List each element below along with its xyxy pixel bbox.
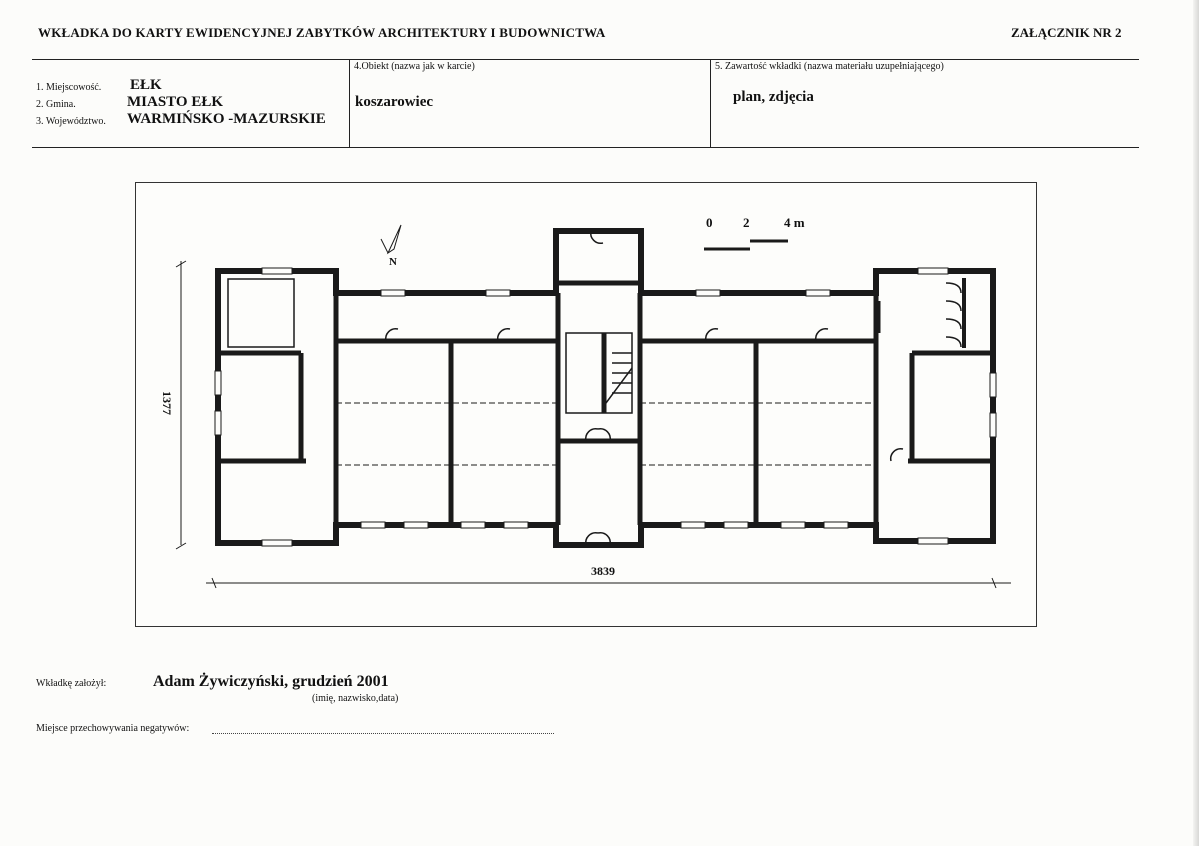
floor-plan-frame [135, 182, 1037, 627]
locality-value: EŁK [130, 77, 162, 93]
dimension-height-label: 1377 [160, 391, 174, 415]
author-label: Wkładkę założył: [36, 678, 107, 689]
header-table-top-border [32, 59, 1139, 60]
door-swings [386, 231, 903, 545]
commune-value: MIASTO EŁK [127, 94, 223, 110]
scale-bar [704, 241, 788, 249]
north-label: N [389, 256, 397, 268]
commune-label: 2. Gmina. [36, 99, 76, 110]
annex-label: ZAŁĄCZNIK NR 2 [1011, 25, 1122, 40]
small-room-left [228, 279, 294, 347]
header-table-divider-2 [710, 59, 711, 147]
contents-value: plan, zdjęcia [733, 89, 814, 105]
wc-cubicles-right [946, 278, 964, 348]
staircase [566, 333, 632, 413]
document-title: WKŁADKA DO KARTY EWIDENCYJNEJ ZABYTKÓW ARCHITEKTURY I BUDOWNICTWA [38, 25, 606, 40]
header-table-divider-1 [349, 59, 350, 147]
scale-label-0: 0 [706, 215, 713, 230]
negatives-dotted-line [212, 733, 554, 734]
object-label: 4.Obiekt (nazwa jak w karcie) [354, 61, 475, 72]
voivodeship-value: WARMIŃSKO -MAZURSKIE [127, 111, 326, 127]
voivodeship-label: 3. Województwo. [36, 116, 106, 127]
negatives-label: Miejsce przechowywania negatywów: [36, 723, 190, 734]
author-value: Adam Żywiczyński, grudzień 2001 [153, 673, 389, 690]
page-edge-shadow [1193, 0, 1199, 846]
scale-label-4m: 4 m [784, 215, 805, 230]
contents-label: 5. Zawartość wkładki (nazwa materiału uzupełniającego) [715, 61, 944, 72]
north-arrow-icon [381, 225, 401, 253]
object-value: koszarowiec [355, 94, 434, 110]
floor-plan-drawing [136, 183, 1036, 626]
author-hint: (imię, nazwisko,data) [312, 693, 399, 704]
header-table-bottom-border [32, 147, 1139, 148]
dimension-width-label: 3839 [591, 564, 615, 578]
scale-label-2: 2 [743, 215, 750, 230]
locality-label: 1. Miejscowość. [36, 82, 102, 93]
